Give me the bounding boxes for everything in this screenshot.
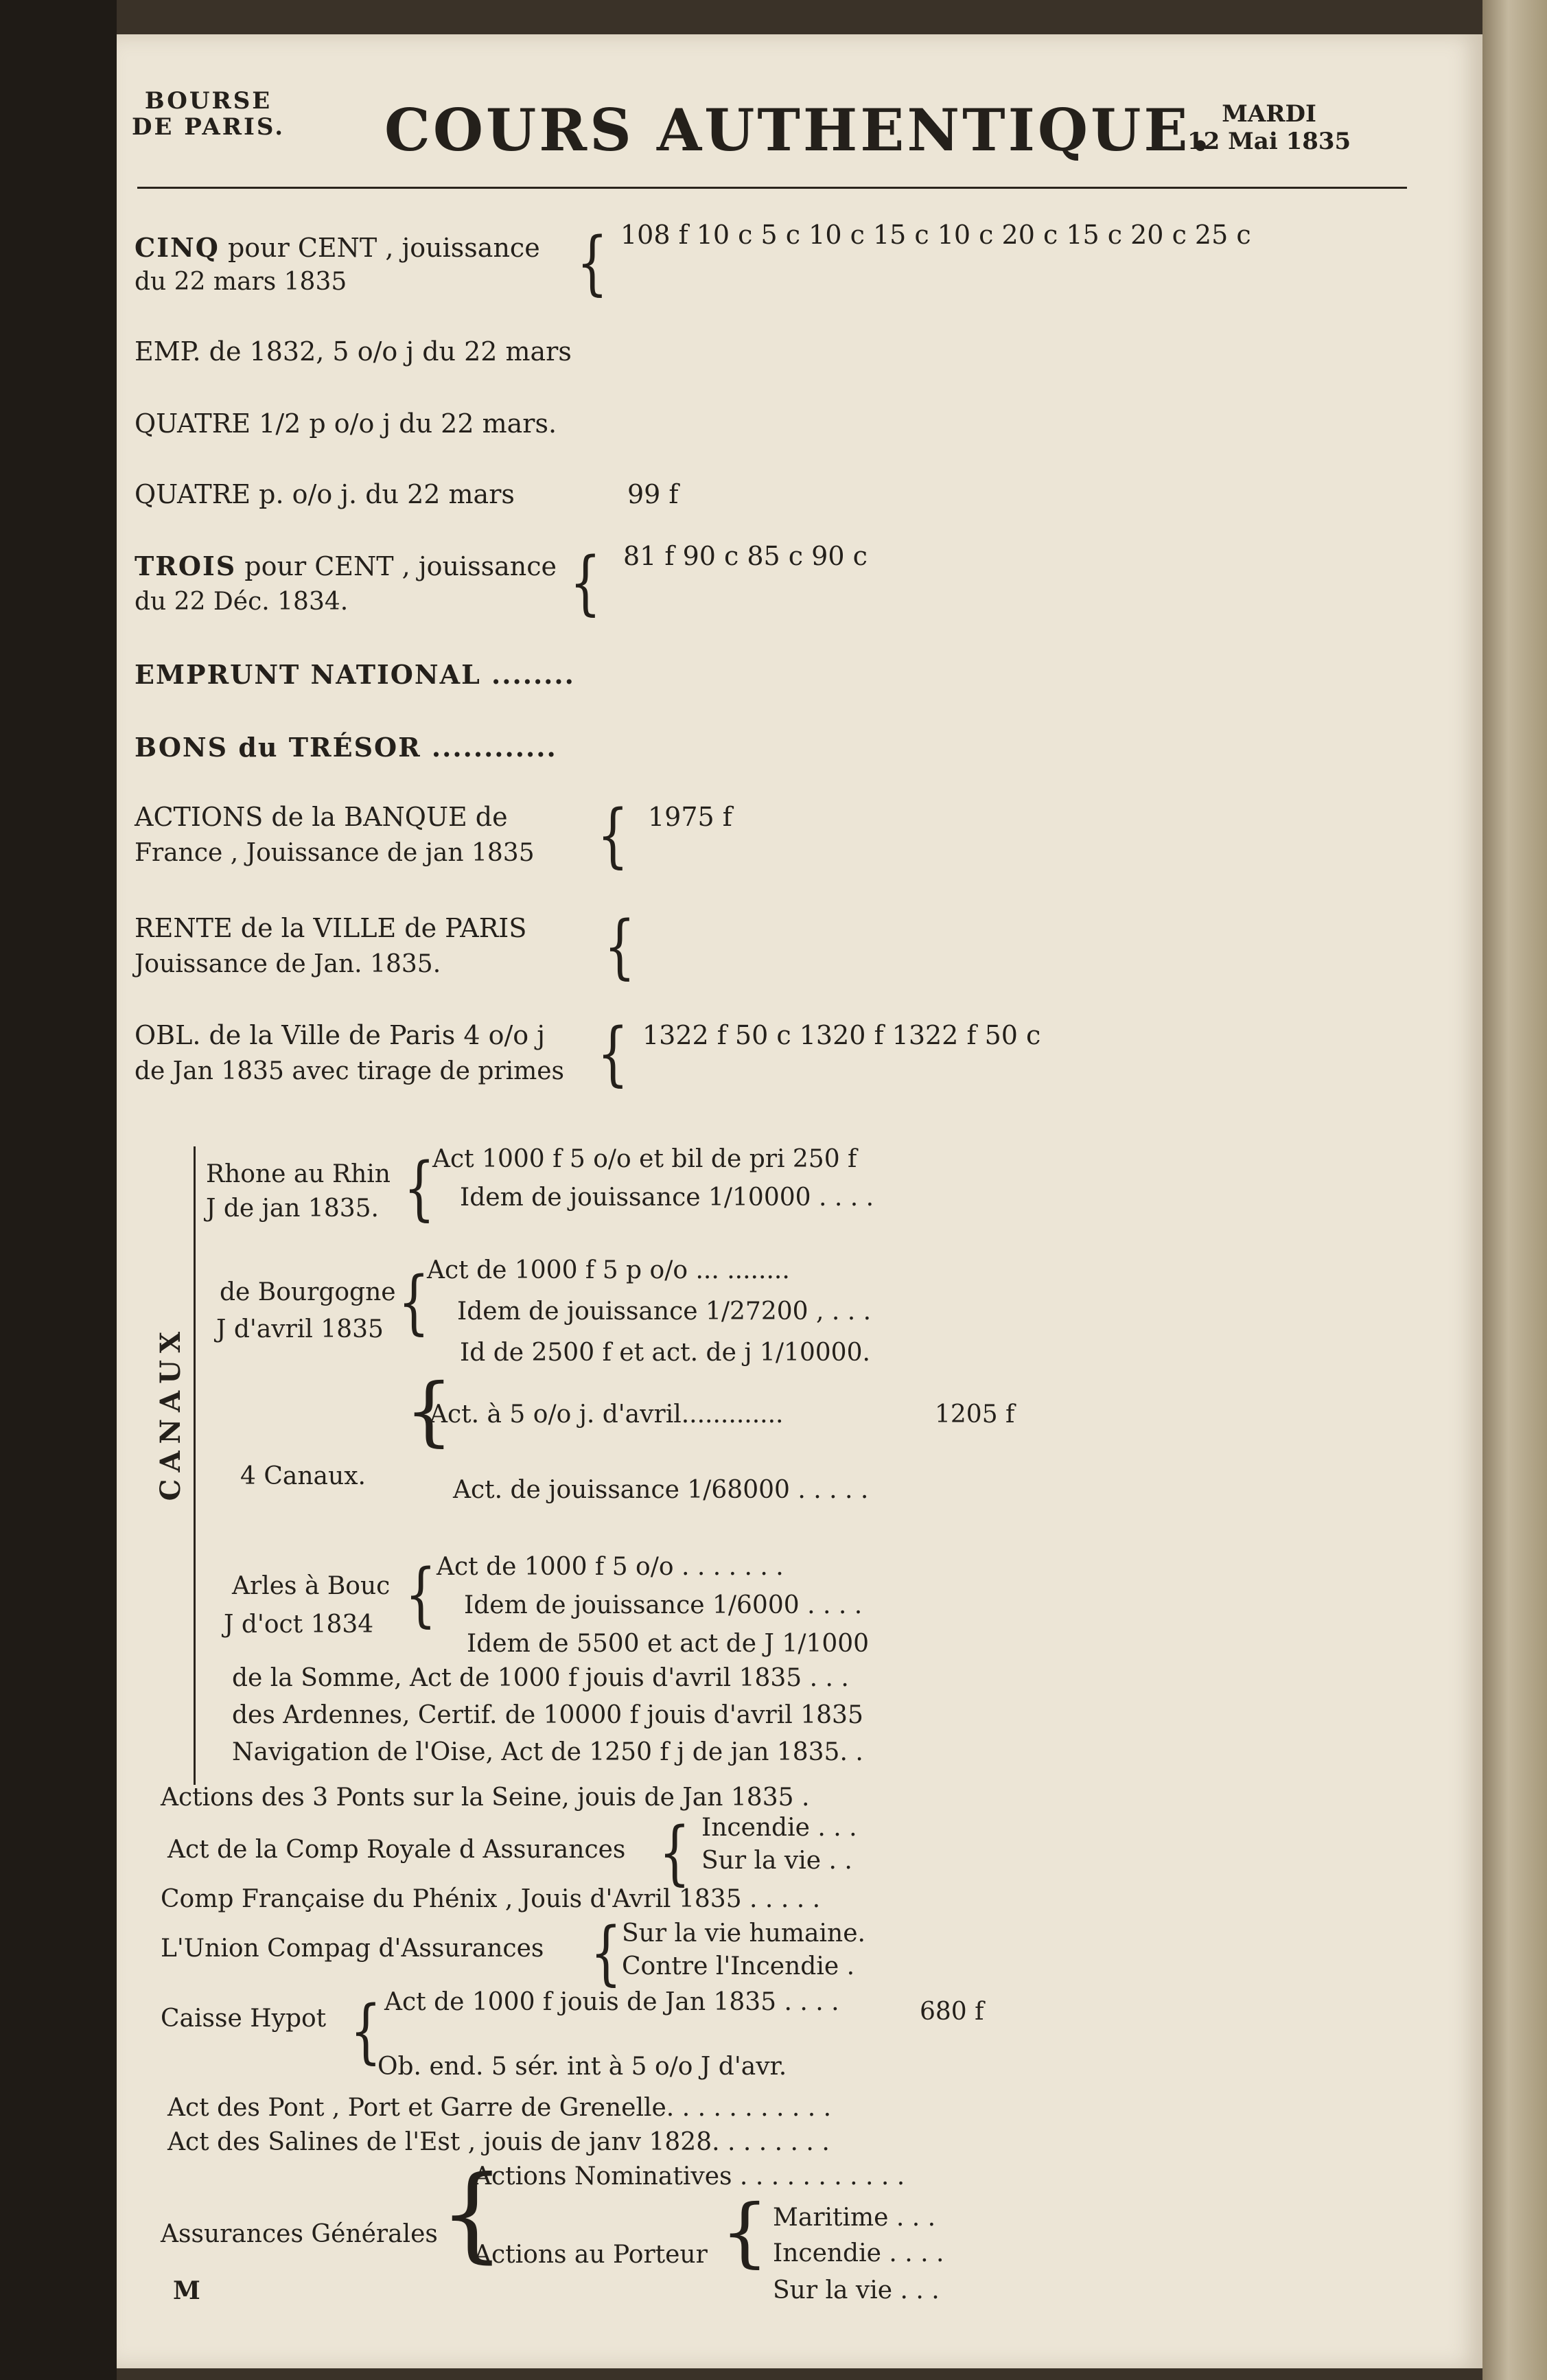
row-grenelle: Act des Pont , Port et Garre de Grenelle. . . . . . . . . . . (167, 2094, 832, 2122)
brace: { (398, 1261, 430, 1343)
brace: { (404, 1147, 435, 1229)
quatre-canaux-name: 4 Canaux. (240, 1462, 366, 1490)
row-rente-paris-line2: Jouissance de Jan. 1835. (135, 950, 441, 978)
quatre-canaux-quote: 1205 f (935, 1400, 1015, 1429)
row-banque-line1: ACTIONS de la BANQUE de (135, 802, 508, 832)
canal-ardennes: des Ardennes, Certif. de 10000 f jouis d'avril 1835 (232, 1701, 863, 1729)
row-assurances-gen: Assurances Générales (161, 2220, 438, 2248)
caisse-l1: Act de 1000 f jouis de Jan 1835 . . . . (384, 1988, 839, 2016)
header-rule (137, 187, 1407, 189)
footer-letter: M (173, 2276, 200, 2305)
row-cinq-quotes: 108 f 10 c 5 c 10 c 15 c 10 c 20 c 15 c 20 c 25 c (620, 220, 1251, 250)
brace: { (405, 1553, 437, 1635)
arles-name1: Arles à Bouc (232, 1572, 391, 1600)
arles-l3: Idem de 5500 et act de J 1/1000 (467, 1630, 870, 1658)
row-trois-line2: du 22 Déc. 1834. (135, 588, 349, 616)
bourgogne-name1: de Bourgogne (220, 1278, 396, 1306)
row-bons: BONS du TRÉSOR ............ (135, 732, 557, 763)
row-trois-ponts: Actions des 3 Ponts sur la Seine, jouis de Jan 1835 . (161, 1783, 810, 1812)
brace: { (350, 1990, 382, 2072)
brace: { (570, 542, 601, 623)
rhone-l2: Idem de jouissance 1/10000 . . . . (460, 1183, 874, 1212)
row-rente-paris-line1: RENTE de la VILLE de PARIS (135, 913, 527, 943)
row-quatre: QUATRE p. o/o j. du 22 mars (135, 479, 515, 509)
canal-oise: Navigation de l'Oise, Act de 1250 f j de jan 1835. . (232, 1738, 863, 1766)
bourgogne-l2: Idem de jouissance 1/27200 , . . . (457, 1297, 872, 1326)
caisse-quote: 680 f (920, 1998, 984, 2026)
book-edge (1482, 0, 1547, 2380)
canaux-label: CANAUX (154, 1325, 187, 1501)
arles-name2: J d'oct 1834 (224, 1610, 374, 1639)
brace: { (577, 222, 608, 303)
row-banque-line2: France , Jouissance de jan 1835 (135, 839, 535, 867)
binding-strip (0, 0, 117, 2380)
brace: { (597, 794, 629, 876)
brace: { (439, 2154, 505, 2274)
rhone-name1: Rhone au Rhin (206, 1160, 391, 1188)
row-union: L'Union Compag d'Assurances (161, 1934, 544, 1963)
row-obl-line1: OBL. de la Ville de Paris 4 o/o j (135, 1020, 546, 1050)
row-emp: EMP. de 1832, 5 o/o j du 22 mars (135, 336, 572, 367)
row-salines: Act des Salines de l'Est , jouis de janv 1828. . . . . . . . (167, 2128, 830, 2156)
arles-l2: Idem de jouissance 1/6000 . . . . (464, 1591, 863, 1619)
row-trois-label: TROIS pour CENT , jouissance (135, 551, 557, 581)
header-date: MARDI 12 Mai 1835 (1187, 100, 1351, 155)
row-comp-royale: Act de la Comp Royale d Assurances (167, 1836, 626, 1864)
quatre-canaux-l1: Act. à 5 o/o j. d'avril............. (430, 1400, 784, 1429)
union-incendie: Contre l'Incendie . (622, 1952, 855, 1980)
row-cinq-line2: du 22 mars 1835 (135, 268, 347, 296)
row-banque-quotes: 1975 f (648, 802, 732, 832)
assur-vie: Sur la vie . . . (773, 2276, 940, 2304)
brace: { (590, 1912, 622, 1994)
row-quatre-demi: QUATRE 1/2 p o/o j du 22 mars. (135, 408, 557, 439)
bourgogne-l1: Act de 1000 f 5 p o/o ... ........ (427, 1256, 790, 1284)
brace: { (405, 1367, 453, 1455)
row-trois-quotes: 81 f 90 c 85 c 90 c (623, 541, 868, 571)
row-obl-line2: de Jan 1835 avec tirage de primes (135, 1057, 565, 1085)
header-bourse: BOURSE DE PARIS. (132, 87, 286, 141)
ledger-page (117, 34, 1482, 2368)
rhone-name2: J de jan 1835. (206, 1194, 379, 1223)
row-phenix: Comp Française du Phénix , Jouis d'Avril 1835 . . . . . (161, 1885, 821, 1913)
arles-l1: Act de 1000 f 5 o/o . . . . . . . (437, 1553, 784, 1581)
rhone-l1: Act 1000 f 5 o/o et bil de pri 250 f (432, 1145, 857, 1173)
quatre-canaux-l2: Act. de jouissance 1/68000 . . . . . (453, 1476, 869, 1504)
canal-somme: de la Somme, Act de 1000 f jouis d'avril 1835 . . . (232, 1664, 849, 1692)
brace: { (659, 1812, 690, 1893)
row-obl-quotes: 1322 f 50 c 1320 f 1322 f 50 c (642, 1020, 1041, 1050)
assur-incendie: Incendie . . . . (773, 2239, 944, 2267)
assur-nominatives: Actions Nominatives . . . . . . . . . . . (474, 2162, 905, 2191)
comp-royale-vie: Sur la vie . . (701, 1847, 852, 1875)
caisse-l2: Ob. end. 5 sér. int à 5 o/o J d'avr. (377, 2053, 787, 2081)
bourgogne-l3: Id de 2500 f et act. de j 1/10000. (460, 1339, 870, 1367)
assur-maritime: Maritime . . . (773, 2204, 936, 2232)
page-title: COURS AUTHENTIQUE. (384, 96, 1213, 164)
row-cinq-label: CINQ pour CENT , jouissance (135, 232, 540, 263)
union-vie: Sur la vie humaine. (622, 1919, 865, 1948)
assur-porteur: Actions au Porteur (474, 2241, 708, 2269)
row-emprunt: EMPRUNT NATIONAL ........ (135, 659, 575, 690)
row-quatre-quotes: 99 f (627, 479, 679, 509)
brace: { (597, 1013, 629, 1094)
brace: { (604, 905, 636, 987)
row-caisse: Caisse Hypot (161, 2004, 327, 2033)
brace: { (721, 2188, 769, 2276)
canaux-bracket (194, 1146, 196, 1785)
comp-royale-incendie: Incendie . . . (701, 1814, 857, 1842)
bourgogne-name2: J d'avril 1835 (216, 1315, 384, 1343)
